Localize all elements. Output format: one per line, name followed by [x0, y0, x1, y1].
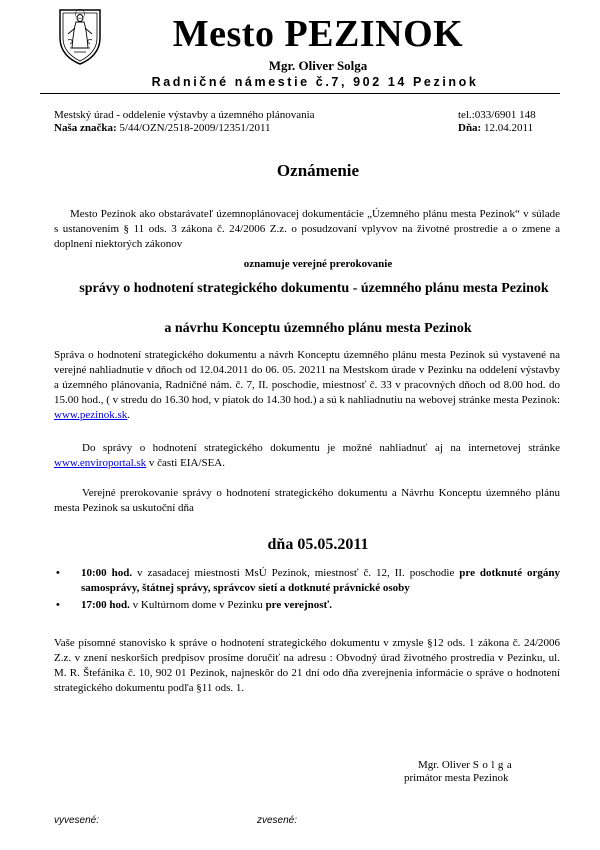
meeting-list — [54, 566, 560, 615]
signatory-last-name: Solga — [472, 759, 516, 771]
reference-label: Naša značka: — [54, 122, 117, 134]
meeting-time: 17:00 hod. — [81, 599, 130, 611]
meeting-audience: pre dotknuté orgány samosprávy, štátnej správy, správcov sietí a dotknuté právnické osoby — [81, 567, 561, 594]
page-title: Oznámenie — [276, 161, 360, 180]
meeting-time: 10:00 hod. — [81, 567, 133, 579]
removed-label: zvesené: — [257, 815, 298, 826]
meeting-audience: pre verejnosť. — [265, 599, 332, 611]
list-item — [54, 566, 560, 596]
mayor-name: Mgr. Oliver Solga — [268, 58, 368, 73]
reference-line — [54, 122, 414, 135]
header-divider — [40, 93, 560, 94]
enviroportal-text: Do správy o hodnotení strategického dokumentu je možné nahliadnuť aj na internetovej stránke — [82, 442, 560, 454]
contact-info — [458, 109, 578, 135]
city-title: Mesto PEZINOK — [172, 13, 464, 55]
meeting-date: dňa 05.05.2011 — [267, 536, 369, 553]
announcement-line: oznamuje verejné prerokovanie — [243, 258, 393, 270]
city-address: Radničné námestie č.7, 902 14 Pezinok — [151, 75, 479, 89]
office-info — [54, 109, 414, 135]
enviroportal-section: v časti EIA/SEA. — [148, 457, 225, 469]
reference-number: 5/44/OZN/2518-2009/12351/2011 — [119, 122, 271, 134]
enviroportal-paragraph — [54, 441, 560, 471]
enviroportal-link[interactable]: www.enviroportal.sk — [54, 457, 147, 469]
intro-paragraph: Mesto Pezinok ako obstarávateľ územnoplánovacej dokumentácie „Územného plánu mesta Pezinok“ v súlade s ustanovením § 11 ods. 3 zákona č. 24/2006 Z.z. o posudzovaní vplyvov na životné prostredie a o zmene a doplnení niektorých zákonov — [54, 208, 560, 250]
bullet-icon: • — [56, 567, 60, 579]
meeting-place: v zasadacej miestnosti MsÚ Pezinok, miestnosť č. 12, II. poschodie — [137, 567, 455, 579]
pezinok-website-link[interactable]: www.pezinok.sk — [54, 409, 128, 421]
office-name: Mestský úrad - oddelenie výstavby a územného plánovania — [54, 109, 315, 121]
submission-paragraph: Vaše písomné stanovisko k správe o hodnotení strategického dokumentu v zmysle §12 ods. 1 zákona č. 24/2006 Z.z. v znení neskorších predpisov prosíme doručiť na adresu : Obvodný úrad životného prostredia v Pezinku, ul. M. R. Štefánika č. 10, 902 01 Pezinok, najneskôr do 21 dní odo dňa zverejnenia informácie o správe o hodnotení strategického dokumentu podľa §11 ods. 1. — [54, 637, 560, 694]
bullet-icon: • — [56, 599, 60, 611]
issue-date: 12.04.2011 — [483, 122, 534, 134]
list-item — [54, 598, 560, 613]
date-line — [458, 122, 578, 135]
signatory-first-name: Mgr. Oliver — [418, 759, 470, 771]
exhibition-text: Správa o hodnotení strategického dokumentu a návrh Konceptu územného plánu mesta Pezinok sú vystavené na verejné nahliadnutie v dňoch od 12.04.2011 do 06. 05. 20211 na Mestskom úrade v Pezinku na oddelení výstavby a územného plánovania, Radničné nám. č. 7, II. poschodie, miestnosť č. 33 v pracovných dňoch od 8.00 hod. do 15.00 hod., ( v stredu do 16.30 hod, v piatok do 14.30 hod.) a sú k nahliadnutiu na webovej stránke mesta Pezinok: — [54, 349, 560, 406]
phone-number: tel.:033/6901 148 — [458, 109, 536, 121]
exhibition-paragraph — [54, 348, 560, 423]
signatory-name — [418, 759, 515, 772]
posted-label: vyvesené: — [54, 815, 100, 826]
subject-line-1: správy o hodnotení strategického dokumentu - územného plánu mesta Pezinok — [79, 281, 549, 296]
meeting-place: v Kultúrnom dome v Pezinku — [132, 599, 263, 611]
subject-line-2: a návrhu Konceptu územného plánu mesta Pezinok — [164, 321, 472, 336]
date-label: Dňa: — [458, 122, 482, 134]
hearing-paragraph: Verejné prerokovanie správy o hodnotení strategického dokumentu a Návrhu Konceptu územného plánu mesta Pezinok sa uskutoční dňa — [54, 487, 560, 514]
signatory-role: primátor mesta Pezinok — [404, 772, 509, 784]
link-period: . — [127, 409, 130, 421]
